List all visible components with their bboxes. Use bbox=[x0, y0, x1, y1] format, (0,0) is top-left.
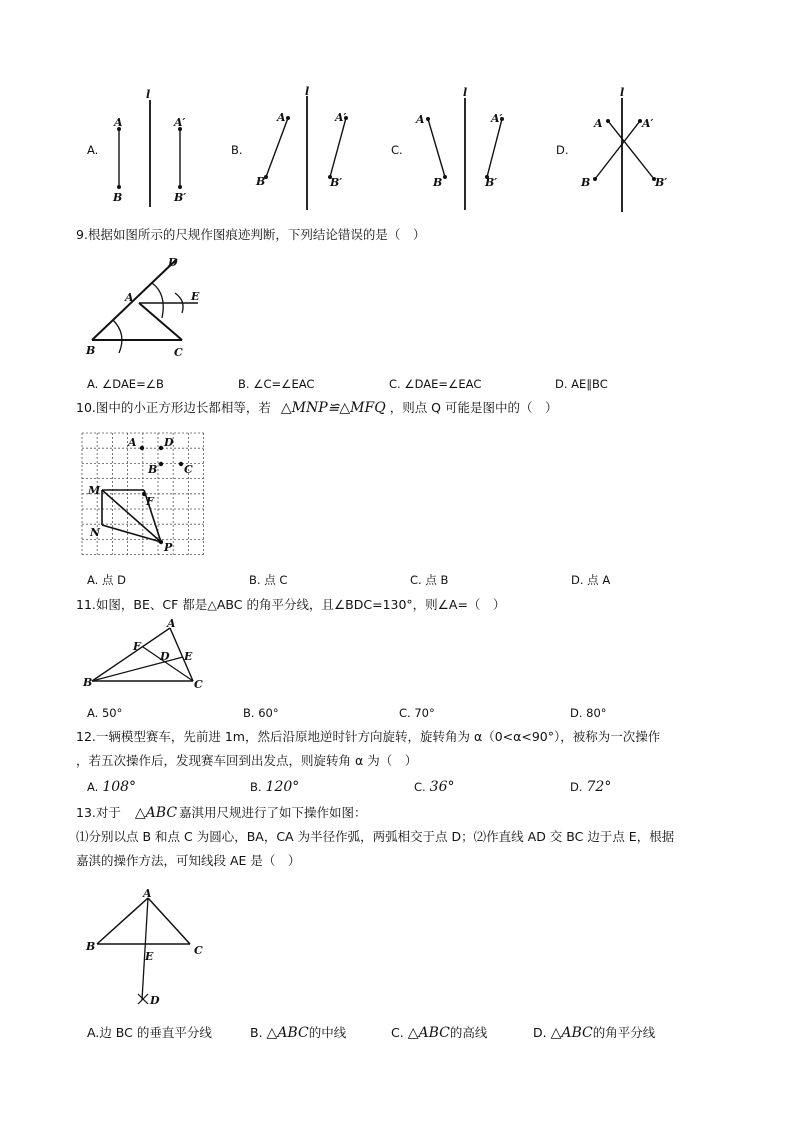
point-label-n: N bbox=[90, 526, 101, 539]
q12-stem-line2: ，若五次操作后，发现赛车回到出发点，则旋转角 α 为（ ） bbox=[76, 753, 418, 768]
point-label-b: B bbox=[113, 191, 123, 204]
q13-line2: ⑴分别以点 B 和点 C 为圆心，BA，CA 为半径作弧，两弧相交于点 D；⑵作直线 AD 交 BC 边于点 E，根据 bbox=[76, 829, 675, 844]
point-label-b: B bbox=[86, 344, 96, 357]
point-label-a: A bbox=[167, 617, 176, 630]
q11-option-c: C. 70° bbox=[399, 706, 435, 720]
point-label-b-prime: B′ bbox=[174, 191, 187, 204]
q10-stem-pre: 10.图中的小正方形边长都相等，若 bbox=[76, 400, 271, 415]
q13-stem-math: △ABC bbox=[134, 805, 178, 821]
point-label-b: B bbox=[433, 176, 443, 189]
q10-stem-post: ，则点 Q 可能是图中的（ ） bbox=[389, 400, 558, 415]
point-label-a-prime: A′ bbox=[491, 112, 503, 125]
point-label-d: D bbox=[168, 256, 178, 269]
point-label-c: C bbox=[194, 678, 203, 691]
q13-option-a: A.边 BC 的垂直平分线 bbox=[87, 1025, 212, 1040]
point-label-c: C bbox=[194, 944, 203, 957]
point-label-p: P bbox=[164, 541, 173, 554]
q10-option-a: A. 点 D bbox=[87, 573, 126, 587]
q12-option-a: A. 108° bbox=[87, 779, 137, 795]
q11-option-b: B. 60° bbox=[243, 706, 279, 720]
point-label-a: A bbox=[125, 291, 134, 304]
option-key: C. bbox=[391, 143, 403, 157]
point-label-f: F bbox=[133, 640, 141, 653]
point-label-e: E bbox=[191, 290, 200, 303]
q10-option-d: D. 点 A bbox=[571, 573, 611, 587]
line-label-l: l bbox=[463, 86, 468, 99]
point-label-d: D bbox=[164, 436, 174, 449]
q10-option-c: C. 点 B bbox=[410, 573, 449, 587]
q13-option-d: D. △ABC的角平分线 bbox=[533, 1025, 656, 1041]
q12-option-d: D. 72° bbox=[570, 779, 612, 795]
point-label-d: D bbox=[160, 650, 170, 663]
point-label-a-prime: A′ bbox=[335, 111, 347, 124]
line-label-l: l bbox=[146, 88, 151, 101]
q12-option-c: C. 36° bbox=[414, 779, 455, 795]
point-label-b-prime: B′ bbox=[330, 176, 343, 189]
q13-stem-pre: 13.对于 bbox=[76, 805, 121, 820]
point-label-b-prime: B′ bbox=[655, 176, 668, 189]
point-label-b: B bbox=[83, 676, 93, 689]
q9-option-a: A. ∠DAE=∠B bbox=[87, 377, 164, 391]
point-label-b: B bbox=[148, 463, 158, 476]
point-label-a: A bbox=[128, 436, 137, 449]
point-label-b: B bbox=[86, 940, 96, 953]
q11-option-a: A. 50° bbox=[87, 706, 123, 720]
q13-stem-post: 嘉淇用尺规进行了如下操作如图： bbox=[179, 805, 367, 820]
point-label-e: E bbox=[145, 950, 154, 963]
q13-option-c: C. △ABC的高线 bbox=[391, 1025, 488, 1041]
q11-option-d: D. 80° bbox=[570, 706, 607, 720]
point-label-c: C bbox=[174, 346, 183, 359]
point-label-b: B bbox=[581, 176, 591, 189]
point-label-a: A bbox=[114, 116, 123, 129]
q13-line3: 嘉淇的操作方法，可知线段 AE 是（ ） bbox=[76, 853, 301, 868]
q12-option-b: B. 120° bbox=[250, 779, 300, 795]
option-key: B. bbox=[231, 143, 243, 157]
q10-option-b: B. 点 C bbox=[249, 573, 288, 587]
point-label-b-prime: B′ bbox=[485, 176, 498, 189]
point-label-a: A bbox=[594, 117, 603, 130]
point-label-a-prime: A′ bbox=[642, 117, 654, 130]
point-label-a: A bbox=[416, 113, 425, 126]
point-label-d: D bbox=[150, 994, 160, 1007]
point-label-m: M bbox=[88, 484, 101, 497]
q11-stem: 11.如图，BE、CF 都是△ABC 的角平分线，且∠BDC=130°，则∠A=（ ） bbox=[76, 597, 506, 612]
line-label-l: l bbox=[620, 86, 625, 99]
q9-stem: 9.根据如图所示的尺规作图痕迹判断，下列结论错误的是（ ） bbox=[76, 227, 426, 242]
q9-option-b: B. ∠C=∠EAC bbox=[238, 377, 315, 391]
point-label-e: E bbox=[184, 650, 193, 663]
point-label-c: C bbox=[184, 463, 193, 476]
point-label-a: A bbox=[143, 887, 152, 900]
q13-option-b: B. △ABC的中线 bbox=[250, 1025, 347, 1041]
q9-option-d: D. AE∥BC bbox=[555, 377, 608, 391]
point-label-a-prime: A′ bbox=[174, 116, 186, 129]
point-label-f: F bbox=[146, 495, 154, 508]
option-key: D. bbox=[556, 143, 569, 157]
option-key: A. bbox=[87, 143, 99, 157]
point-label-a: A bbox=[277, 111, 286, 124]
q9-option-c: C. ∠DAE=∠EAC bbox=[389, 377, 482, 391]
q10-stem-math: △MNP≌△MFQ bbox=[280, 400, 386, 416]
line-label-l: l bbox=[305, 85, 310, 98]
q12-stem-line1: 12.一辆模型赛车，先前进 1m，然后沿原地逆时针方向旋转，旋转角为 α（0<α<90°），被称为一次操作 bbox=[76, 729, 661, 744]
point-label-b: B bbox=[256, 175, 266, 188]
